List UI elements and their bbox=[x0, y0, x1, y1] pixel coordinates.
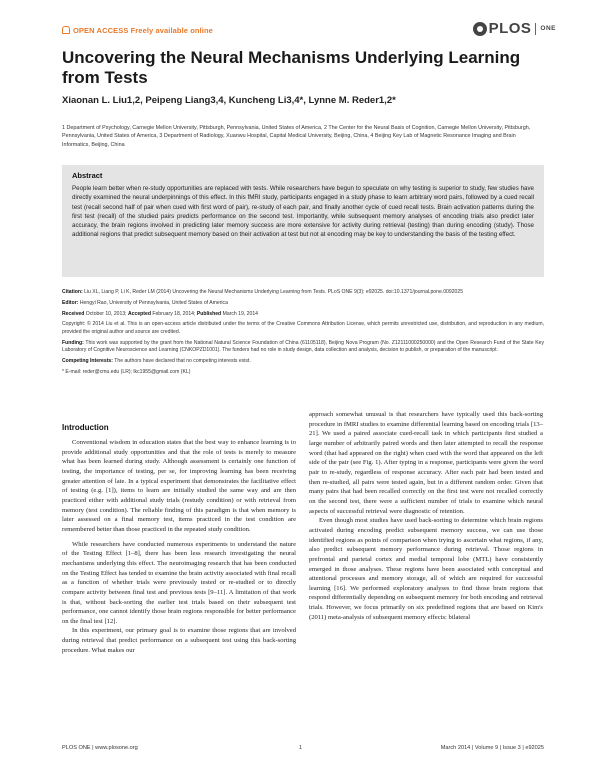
right-column bbox=[309, 410, 543, 622]
paragraph: Even though most studies have used back-sorting to determine which brain regions activated during encoding predict subsequent memory success, we can use those identified regions as points of comparison when trying to ascertain what regions, if any, also predict subsequent memory performance during retrieval. Those regions in prefrontal and parietal cortex and medial temporal lobe (MTL) have consistently emerged in those analyses. These regions have been associated with conceptual and attentional processes and memory storage, all of which are required for successful learning [16]. We performed exploratory analyses to find those brain regions that respond differentially depending on subsequent memory for both encoding and retrieval trials. However, we focus primarily on six predefined regions that are based on Kim's (2011) meta-analysis of subsequent memory effects: bilateral bbox=[309, 517, 543, 621]
introduction-heading: Introduction bbox=[62, 423, 109, 432]
open-access-label: OPEN ACCESS Freely available online bbox=[73, 26, 213, 35]
paragraph: While researchers have conducted numerous experiments to understand the nature of the Testing Effect [1–8], there has been less research investigating the neural mechanisms underlying this effect. The neuroimaging research that has been conducted on the Testing Effect has tended to examine the brain activity associated with final recall as a function of whether trials were previously tested or re-studied or to directly compare activity between final test and previous tests [9–11]. A limitation of that work is that, without back-sorting the earlier test trials based on their subsequent test performance, one cannot identify those brain regions responsible for better performance on the final test [12]. bbox=[62, 540, 296, 625]
footer-issue: March 2014 | Volume 9 | Issue 3 | e92025 bbox=[440, 745, 544, 751]
published-date: March 19, 2014 bbox=[222, 310, 258, 317]
dates-row bbox=[62, 311, 544, 319]
competing-interests-row bbox=[62, 358, 544, 366]
email-row[interactable]: * E-mail: reder@cmu.edu (LR); lkc1955@gmail.com (KL) bbox=[62, 368, 191, 375]
editor-row bbox=[62, 300, 544, 308]
accepted-date: February 18, 2014; bbox=[152, 310, 196, 317]
journal-header bbox=[0, 22, 600, 40]
funding-label: Funding: bbox=[62, 339, 84, 346]
logo-divider bbox=[535, 23, 536, 35]
citation-label: Citation: bbox=[62, 289, 83, 295]
citation-row bbox=[62, 289, 544, 297]
abstract-heading: Abstract bbox=[72, 171, 103, 180]
paragraph: Conventional wisdom in education states that the best way to enhance learning is to provide additional study opportunities and that the role of tests is merely to measure what has been learned during study. Although assessment is certainly one function of testing, the importance of testing, per se, for improving learning has been receiving greater attention of late. In a typical experiment that demonstrates the facilitative effect of testing (e.g. [1]), items to learn are initially studied the same way and are then practiced either with additional study trials (restudy condition) or with retrieval from memory (test condition). The reliable finding of this paradigm is that when memory is later assessed on a final memory test, items practiced in the test condition are remembered better than those practiced in the repeated study condition. bbox=[62, 439, 296, 533]
affiliations: 1 Department of Psychology, Carnegie Mellon University, Pittsburgh, Pennsylvania, United States of America, 2 The Center for the Neural Basis of Cognition, Carnegie Mellon University, Pittsburgh, Pennsylvania, United States of America, 3 Department of Radiology, Xuanwu Hospital, Capital Medical University, Beijing, China, 4 Beijing Key Lab of Magnetic Resonance Imaging and Brain Informatics, Beijing, China bbox=[62, 125, 531, 148]
plos-logo-icon bbox=[473, 22, 487, 36]
article-metadata bbox=[62, 289, 544, 380]
page-number: 1 bbox=[299, 745, 303, 751]
received-label: Received bbox=[62, 310, 85, 317]
open-access-banner[interactable] bbox=[62, 26, 213, 35]
plos-one-logo[interactable] bbox=[473, 20, 556, 37]
footer-journal[interactable]: PLOS ONE | www.plosone.org bbox=[62, 745, 138, 751]
paragraph: approach somewhat unusual is that researchers have typically used this back-sorting procedure in fMRI studies to examine differential learning based on encoding trials [13–21]. We used a paired associate cued-recall task in which participants first studied a large number of arbitrarily paired words and then later attempted to recall the response word (that had appeared on the right) when cued with the word that appeared on the left side of the pair (see Fig. 1). After typing in a response, participants were given the word pair to re-study, regardless of response accuracy. After each pair had been tested and then re-studied, all pairs were tested again, but in a different random order. Given that many pairs that had been recalled correctly on the first test were not recalled correctly on the second test, there were a sufficient number of trials to examine which neural aspects of successful retrieval were diagnostic of retention. bbox=[309, 411, 543, 515]
editor-text: Hengyi Rao, University of Pennsylvania, United States of America bbox=[79, 299, 228, 306]
article-title: Uncovering the Neural Mechanisms Underlying Learning from Tests bbox=[62, 48, 521, 87]
funding-text: This work was supported by the grant from the National Natural Science Foundation of China (61105118), Beijing Nova Program (No. Z12111000250000) and the Open Research Fund of the State Key Laboratory of Cognitive Neuroscience and Learning (CNKOPZD1001). The funders had no role in study design, data collection and analysis, decision to publish, or preparation of the manuscript. bbox=[62, 339, 544, 354]
page-footer bbox=[62, 745, 544, 755]
editor-label: Editor: bbox=[62, 299, 79, 306]
citation-text[interactable]: Liu XL, Liang P, Li K, Reder LM (2014) Uncovering the Neural Mechanisms Underlying Learning from Tests. PLoS ONE 9(3): e92025. doi:10.1371/journal.pone.0092025 bbox=[84, 289, 464, 295]
funding-row bbox=[62, 340, 544, 355]
left-column bbox=[62, 438, 296, 655]
copyright-row: Copyright: © 2014 Liu et al. This is an open-access article distributed under the terms of the Creative Commons Attribution License, which permits unrestricted use, distribution, and reproduction in any medium, provided the original author and source are credited. bbox=[62, 321, 544, 335]
abstract-text: People learn better when re-study opportunities are replaced with tests. While researchers have begun to speculate on why testing is superior to study, few studies have directly examined the neural underpinnings of this effect. In this fMRI study, participants engaged in a study phase to learn arbitrary word pairs, followed by a cued recall test (recall second half of pair when cued with first word of pair), re-study of each pair, and finally another cycle of cued recall tests. Brain activation patterns during the first test (recall) of the studied pairs predicts performance on the second test. Importantly, while subsequent memory analyses of encoding trials also predict later accuracy, the brain regions involved in predicting later memory success are more extensive for activity during retrieval (testing) than during encoding (study). Those additional regions that predict subsequent memory based on their activation at test but not at encoding may be key to understanding the basis of the testing effect. bbox=[72, 185, 534, 239]
author-list: Xiaonan L. Liu1,2, Peipeng Liang3,4, Kuncheng Li3,4*, Lynne M. Reder1,2* bbox=[62, 95, 396, 106]
logo-text: PLOS bbox=[488, 20, 532, 37]
competing-text: The authors have declared that no competing interests exist. bbox=[114, 358, 251, 365]
paragraph: In this experiment, our primary goal is to examine those regions that are involved during retrieval that predict performance on a subsequent test using this back-sorting procedure. What makes our bbox=[62, 627, 296, 654]
open-lock-icon bbox=[62, 26, 70, 34]
accepted-label: Accepted bbox=[128, 310, 151, 317]
abstract-box bbox=[62, 165, 544, 277]
competing-label: Competing Interests: bbox=[62, 358, 113, 365]
logo-sub: ONE bbox=[540, 25, 556, 32]
published-label: Published bbox=[196, 310, 222, 317]
received-date: October 10, 2013; bbox=[85, 310, 127, 317]
